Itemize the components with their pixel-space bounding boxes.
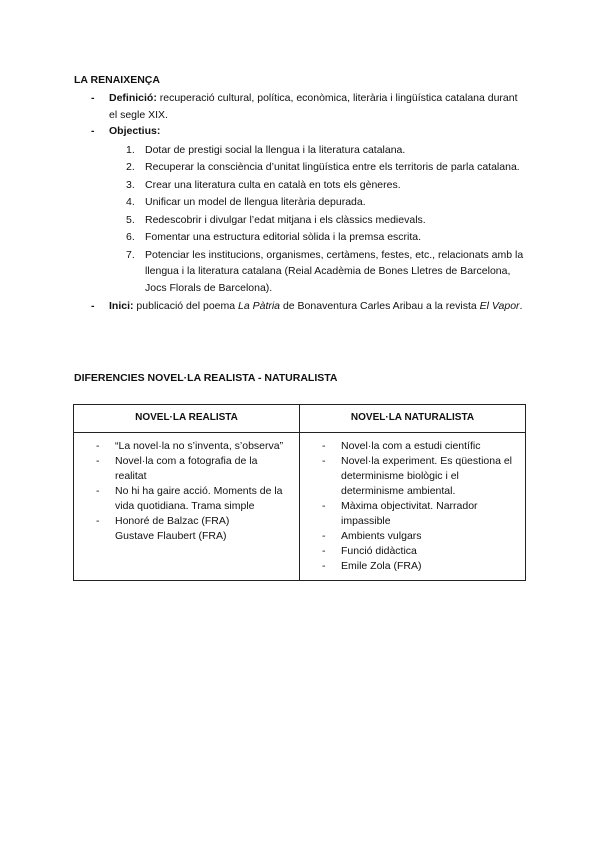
- bullet-dash: -: [91, 300, 95, 312]
- objectius-list: [74, 142, 524, 297]
- objectiu-text: Unificar un model de llengua literària depurada.: [145, 196, 366, 208]
- list-item: [96, 454, 291, 484]
- inici-text: publicació del poema: [133, 300, 238, 312]
- list-item-text: No hi ha gaire acció. Moments de la vida quotidiana. Trama simple: [115, 485, 283, 512]
- list-item-text: Funció didàctica: [341, 545, 417, 557]
- header-naturalista: NOVEL·LA NATURALISTA: [300, 405, 526, 433]
- list-item-text: Novel·la experiment. Es qüestiona el determinisme biològic i el determinisme ambiental.: [341, 455, 513, 497]
- objectius-container: [74, 142, 524, 297]
- table-header-row: [74, 405, 525, 433]
- bullet-dash: -: [322, 530, 326, 542]
- objectiu-number: 6.: [126, 231, 135, 243]
- bullet-dash: -: [96, 455, 100, 467]
- inici-label: Inici:: [109, 300, 134, 312]
- objectiu-text: Redescobrir i divulgar l’edat mitjana i els clàssics medievals.: [145, 213, 426, 226]
- inici-item: [74, 298, 524, 315]
- definicio-text: recuperació cultural, política, econòmica, literària i lingüística catalana durant el segle XIX.: [109, 92, 518, 121]
- header-realista: NOVEL·LA REALISTA: [74, 405, 300, 433]
- inici-text: de Bonaventura Carles Aribau a la revista: [280, 300, 480, 312]
- list-item: [96, 439, 291, 454]
- list-item: [322, 544, 517, 559]
- objectiu-text: Crear una literatura culta en català en tots els gèneres.: [145, 178, 401, 191]
- objectiu-text: Fomentar una estructura editorial sòlida i la premsa escrita.: [145, 231, 422, 243]
- objectiu-item: [74, 229, 524, 246]
- list-item-text: Emile Zola (FRA): [341, 560, 422, 572]
- list-item-text: Ambients vulgars: [341, 530, 422, 542]
- objectiu-number: 5.: [126, 213, 135, 226]
- realista-cell: [74, 433, 300, 581]
- bullet-dash: -: [96, 515, 100, 527]
- bullet-dash: -: [96, 440, 100, 452]
- bullet-dash: -: [322, 560, 326, 572]
- objectiu-item: [74, 177, 524, 194]
- comparison-table: [73, 404, 526, 581]
- inici-revista: El Vapor: [479, 300, 520, 312]
- objectiu-item: [74, 247, 524, 297]
- list-item: [96, 484, 291, 514]
- objectiu-item: [74, 142, 524, 159]
- naturalista-cell: [300, 433, 526, 581]
- objectiu-number: 3.: [126, 178, 135, 191]
- objectius-item: [74, 123, 524, 140]
- naturalista-list: [322, 439, 517, 574]
- table-row: [74, 433, 525, 581]
- definicio-item: [74, 90, 524, 123]
- section-title-diferencies: DIFERENCIES NOVEL·LA REALISTA - NATURALISTA: [74, 372, 338, 384]
- objectiu-number: 2.: [126, 161, 135, 173]
- definicio-label: Definició:: [109, 92, 157, 104]
- inici-text: .: [519, 300, 523, 312]
- objectiu-number: 1.: [126, 143, 135, 156]
- objectiu-number: 4.: [126, 196, 135, 208]
- list-item-text: Novel·la com a fotografia de la realitat: [115, 455, 258, 482]
- objectiu-text: Potenciar les institucions, organismes, certàmens, festes, etc., relacionats amb la llengua i la literatura catalana (Reial Acadèmia de Bones Lletres de Barcelona, Jocs Florals de Barcelona).: [145, 248, 524, 294]
- objectiu-text: Dotar de prestigi social la llengua i la literatura catalana.: [145, 143, 406, 156]
- list-item-text: Honoré de Balzac (FRA): [115, 515, 230, 527]
- objectiu-number: 7.: [126, 248, 135, 261]
- bullet-dash: -: [322, 500, 326, 512]
- objectiu-item: [74, 194, 524, 211]
- list-item: [322, 499, 517, 529]
- bullet-dash: -: [91, 125, 95, 137]
- list-item: [322, 559, 517, 574]
- list-item-text: Gustave Flaubert (FRA): [115, 530, 227, 542]
- list-item-text: “La novel·la no s’inventa, s’observa”: [115, 440, 284, 452]
- bullet-dash: -: [322, 440, 326, 452]
- objectiu-item: [74, 212, 524, 229]
- list-item: [322, 454, 517, 499]
- comparison-table-grid: [74, 405, 525, 580]
- bullet-dash: -: [91, 92, 95, 104]
- list-item-text: Novel·la com a estudi científic: [341, 440, 481, 452]
- list-item-text: Màxima objectivitat. Narrador impassible: [341, 500, 478, 527]
- list-item: [322, 439, 517, 454]
- bullet-dash: -: [322, 545, 326, 557]
- realista-list: [96, 439, 291, 544]
- objectiu-text: Recuperar la consciència d’unitat lingüística entre els territoris de parla catalana.: [145, 161, 520, 173]
- section-title-renaixenca: LA RENAIXENÇA: [74, 74, 160, 86]
- list-item: [96, 514, 291, 529]
- list-item: [96, 529, 291, 544]
- bullet-dash: -: [322, 455, 326, 467]
- objectiu-item: [74, 159, 524, 176]
- renaixenca-list: [74, 90, 524, 315]
- list-item: [322, 529, 517, 544]
- bullet-dash: -: [96, 485, 100, 497]
- objectius-label: Objectius:: [109, 125, 161, 137]
- inici-poema: La Pàtria: [238, 300, 281, 312]
